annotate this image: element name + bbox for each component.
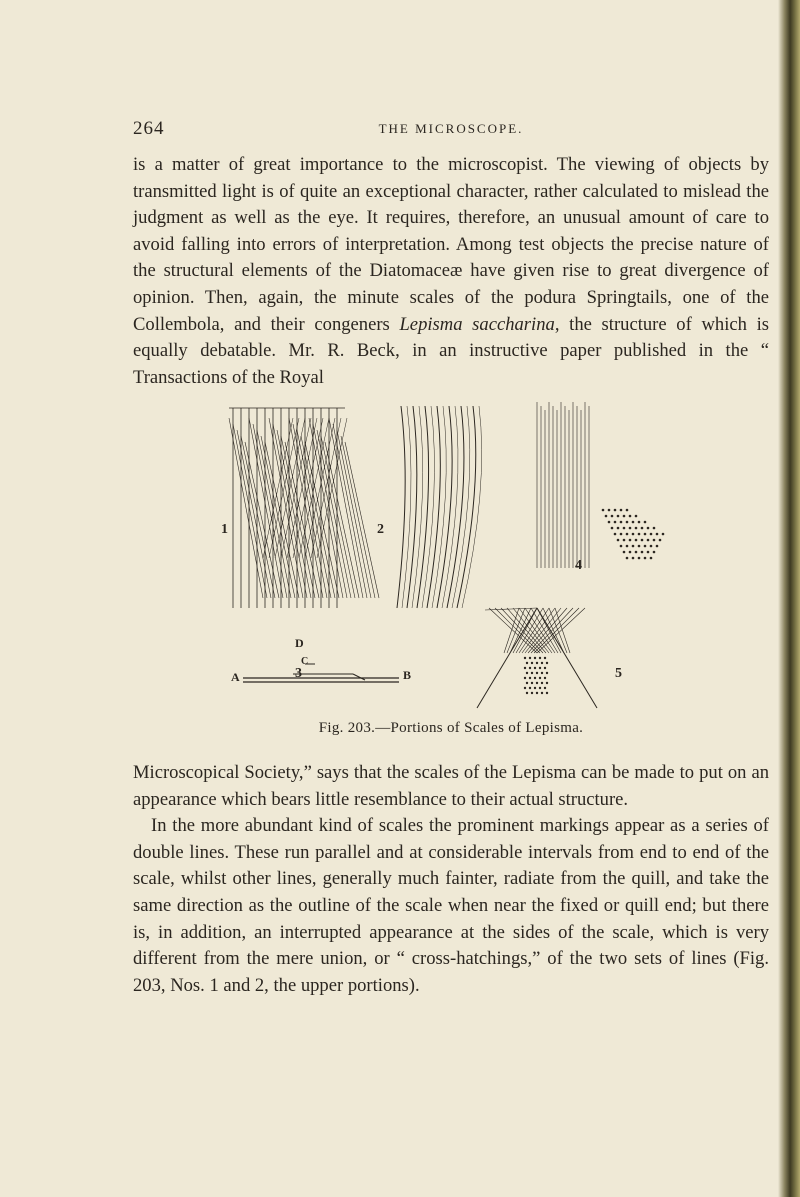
label-5: 5: [615, 666, 622, 681]
stipple-dot: [534, 677, 536, 679]
stipple-dot: [529, 687, 531, 689]
stipple-dot: [534, 657, 536, 659]
figure-caption: Fig. 203.—Portions of Scales of Lepisma.: [318, 720, 584, 736]
stipple-dot: [650, 545, 653, 548]
stipple-dot: [608, 509, 611, 512]
hatch-line: [245, 442, 279, 598]
stipple-dot: [653, 551, 656, 554]
hatch-line: [309, 418, 343, 598]
stipple-dot: [635, 551, 638, 554]
stipple-dot: [526, 672, 528, 674]
stipple-dot: [524, 657, 526, 659]
rib-line: [452, 406, 470, 608]
stipple-dot: [611, 527, 614, 530]
stipple-dot: [623, 515, 626, 518]
stipple-dot: [605, 515, 608, 518]
hatch-line: [241, 436, 275, 598]
stipple-dot: [531, 682, 533, 684]
stipple-dot: [662, 533, 665, 536]
hatch-line: [525, 608, 561, 653]
hatch-line: [513, 608, 549, 653]
figure-drawing: [133, 398, 769, 718]
stipple-dot: [647, 551, 650, 554]
stipple-dot: [653, 539, 656, 542]
stipple-dot: [641, 539, 644, 542]
stipple-dot: [531, 672, 533, 674]
label-2: 2: [377, 522, 384, 537]
label-a: A: [231, 670, 240, 684]
label-4: 4: [575, 558, 582, 573]
stipple-dot: [539, 667, 541, 669]
stipple-dot: [620, 521, 623, 524]
stipple-dot: [620, 533, 623, 536]
stipple-dot: [638, 545, 641, 548]
rib-line: [462, 406, 482, 608]
stipple-dot: [656, 545, 659, 548]
stipple-dot: [524, 667, 526, 669]
stipple-dot: [623, 527, 626, 530]
hatch-line: [249, 418, 283, 598]
stipple-dot: [611, 515, 614, 518]
scale-portion-4: [537, 402, 664, 568]
stipple-dot: [623, 551, 626, 554]
stipple-dot: [534, 687, 536, 689]
hatch-line: [485, 608, 537, 610]
stipple-dot: [647, 527, 650, 530]
stipple-dot: [632, 545, 635, 548]
stipple-dot: [617, 539, 620, 542]
paragraph-2: Microscopical Society,” says that the scales of the Lepisma can be made to put on an appearance which bears little resemblance to their actual structure.: [133, 762, 769, 810]
body-text-bottom: [133, 760, 769, 999]
paragraph-1: [133, 152, 769, 391]
page-number: 264: [133, 118, 165, 139]
stipple-dot: [539, 677, 541, 679]
stipple-dot: [620, 509, 623, 512]
stipple-dot: [620, 545, 623, 548]
stipple-dot: [531, 662, 533, 664]
stipple-dot: [614, 521, 617, 524]
stipple-dot: [644, 533, 647, 536]
paragraph-1-text: is a matter of great importance to the microscopist. The viewing of objects by transmitted light is of quite an exceptional character, rather calculated to mislead the judgment as well as the eye. It requires, therefore, an unusual amount of care to avoid falling into errors of interpretation. Among test objects the precise nature of the structural elements of the Diatomaceæ have given rise to great divergence of opinion. Then, again, the minute scales of the podura Springtails, one of the Collembola, and their congeners: [133, 154, 769, 335]
label-3: 3: [295, 666, 302, 681]
stipple-dot: [635, 515, 638, 518]
scale-portion-1: [229, 408, 379, 608]
stipple-dot: [632, 557, 635, 560]
stipple-dot: [656, 533, 659, 536]
stipple-dot: [602, 509, 605, 512]
stipple-dot: [635, 539, 638, 542]
hatch-line: [299, 418, 329, 558]
stipple-dot: [541, 662, 543, 664]
stipple-dot: [638, 557, 641, 560]
scale-portion-3-section: [243, 664, 399, 682]
scale-portion-5: [477, 608, 597, 708]
stipple-dot: [641, 551, 644, 554]
stipple-dot: [529, 677, 531, 679]
stipple-dot: [644, 545, 647, 548]
stipple-dot: [650, 557, 653, 560]
stipple-dot: [544, 677, 546, 679]
stipple-dot: [524, 687, 526, 689]
hatch-line: [269, 418, 299, 558]
stipple-dot: [526, 662, 528, 664]
running-head: THE MICROSCOPE.: [378, 121, 524, 136]
rib-line: [422, 406, 434, 608]
stipple-dot: [629, 527, 632, 530]
scale-portion-2: [397, 406, 482, 608]
stipple-dot: [546, 672, 548, 674]
stipple-dot: [623, 539, 626, 542]
rib-line: [407, 406, 417, 608]
stipple-dot: [546, 682, 548, 684]
stipple-dot: [626, 521, 629, 524]
stipple-dot: [541, 672, 543, 674]
stipple-dot: [541, 692, 543, 694]
stipple-dot: [529, 667, 531, 669]
hatch-line: [305, 418, 335, 558]
stipple-dot: [539, 657, 541, 659]
hatch-line: [233, 424, 267, 598]
page-header: [133, 118, 769, 140]
stipple-dot: [626, 557, 629, 560]
label-b: B: [403, 668, 412, 682]
stipple-dot: [536, 662, 538, 664]
stipple-dot: [539, 687, 541, 689]
stipple-dot: [614, 533, 617, 536]
label-d: D: [295, 636, 304, 650]
stipple-dot: [617, 515, 620, 518]
stipple-dot: [529, 657, 531, 659]
stipple-dot: [536, 692, 538, 694]
stipple-dot: [653, 527, 656, 530]
rib-line: [447, 406, 464, 608]
stipple-dot: [546, 662, 548, 664]
stipple-dot: [544, 657, 546, 659]
label-c: C: [301, 656, 309, 667]
stipple-dot: [544, 687, 546, 689]
stipple-dot: [641, 527, 644, 530]
stipple-dot: [659, 539, 662, 542]
body-text-top: [133, 152, 769, 391]
stipple-dot: [626, 545, 629, 548]
stipple-dot: [629, 539, 632, 542]
stipple-dot: [644, 557, 647, 560]
stipple-dot: [524, 677, 526, 679]
rib-line: [417, 406, 429, 608]
stipple-dot: [647, 539, 650, 542]
paragraph-3: In the more abundant kind of scales the prominent markings appear as a series of double lines. These run parallel and at considerable intervals from end to end of the scale, whilst other lines, generally much fainter, radiate from the quill, and take the same direction as the outline of the scale when near the fixed or quill end; but there is, in addition, an interrupted appearance at the sides of the scale, which is very different from the mere union, or “ cross-hatchings,” of the two sets of lines (Fig. 203, Nos. 1 and 2, the upper portions).: [133, 815, 769, 996]
stipple-dot: [544, 667, 546, 669]
stipple-dot: [635, 527, 638, 530]
page-edge-binding: [778, 0, 800, 1197]
rib-line: [457, 406, 476, 608]
figure-203: [133, 398, 769, 738]
stipple-dot: [608, 521, 611, 524]
rib-line: [397, 406, 405, 608]
stipple-dot: [536, 682, 538, 684]
stipple-dot: [632, 533, 635, 536]
stipple-dot: [546, 692, 548, 694]
stipple-dot: [638, 533, 641, 536]
label-1: 1: [221, 522, 228, 537]
stipple-dot: [629, 515, 632, 518]
hatch-line: [353, 674, 365, 680]
hatch-line: [237, 430, 271, 598]
stipple-dot: [617, 527, 620, 530]
species-name: Lepisma saccharina: [399, 313, 555, 335]
stipple-dot: [626, 509, 629, 512]
stipple-dot: [629, 551, 632, 554]
stipple-dot: [614, 509, 617, 512]
stipple-dot: [626, 533, 629, 536]
hatch-line: [329, 418, 363, 598]
stipple-dot: [536, 672, 538, 674]
stipple-dot: [638, 521, 641, 524]
stipple-dot: [541, 682, 543, 684]
paragraph-1-end: , the structure of which is equally debatable. Mr. R. Beck, in an instructive paper published in the “ Transactions of the Royal: [133, 313, 770, 388]
hatch-line: [229, 418, 263, 598]
stipple-dot: [531, 692, 533, 694]
stipple-dot: [644, 521, 647, 524]
stipple-dot: [534, 667, 536, 669]
stipple-dot: [650, 533, 653, 536]
hatch-line: [275, 418, 305, 558]
hatch-line: [289, 418, 323, 598]
stipple-dot: [632, 521, 635, 524]
stipple-dot: [526, 692, 528, 694]
stipple-dot: [526, 682, 528, 684]
